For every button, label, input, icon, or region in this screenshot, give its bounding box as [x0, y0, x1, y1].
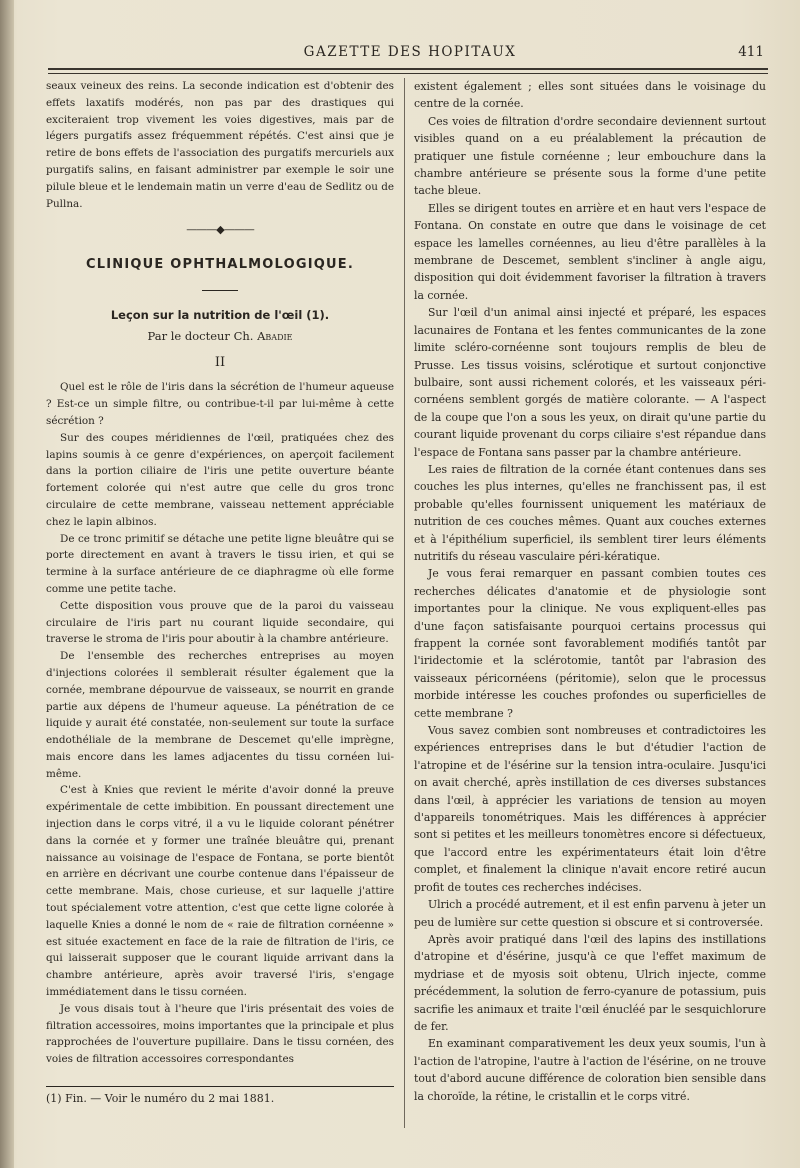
body-paragraph: De l'ensemble des recherches entreprises au moyen d'injections colorées il semblerait résulter également que la cornée, membrane dépourvue de vaisseaux, se nourrit en grande partie aux dépens de l'humeur aqueuse. La pénétration de ce liquide y aurait été constatée, non-seulement sur toute la surface endothéliale de la membrane de Descemet qu'elle imprègne, mais encore dans les lames adjacentes du tissu cornéen lui-même.	[46, 650, 394, 780]
part-numeral: II	[214, 354, 226, 370]
running-title: GAZETTE DES HOPITAUX	[303, 44, 517, 60]
body-paragraph: Après avoir pratiqué dans l'œil des lapins des instillations d'atropine et d'ésérine, jusqu'à ce que l'effet maximum de mydriase et de myosis soit obtenu, Ulrich injecte, comme précédemment, la solution de ferro-cyanure de potassium, puis sacrifie les animaux et traite l'œil énucléé par le sesquichlorure de fer.	[414, 932, 766, 1033]
right-column	[414, 78, 766, 1105]
byline-prefix: Par le docteur Ch.	[147, 328, 254, 343]
body-paragraph: C'est à Knies que revient le mérite d'avoir donné la preuve expérimentale de cette imbibition. En poussant directement une injection dans le corps vitré, il a vu le liquide colorant pénétrer dans la cornée et y former une traînée bleuâtre qui, prenant naissance au voisinage de l'espace de Fontana, se porte bientôt en arrière en décrivant une courbe contenue dans l'épaisseur de cette membrane. Mais, chose curieuse, et sur laquelle j'attire tout spécialement votre attention, c'est que cette ligne colorée à laquelle Knies a donné le nom de « raie de filtration cornéenne » est située exactement en face de la raie de filtration de l'iris, ce qui laisserait supposer que le courant liquide arrivant dans la chambre antérieure, après avoir traversé l'iris, s'engage immédiatement dans le tissu cornéen.	[46, 784, 394, 999]
left-column	[46, 78, 394, 1107]
body-paragraph: existent également ; elles sont situées dans le voisinage du centre de la cornée.	[414, 80, 766, 111]
body-paragraph: Sur l'œil d'un animal ainsi injecté et préparé, les espaces lacunaires de Fontana et les fentes communicantes de la zone limite scléro-cornéenne sont toujours remplis de bleu de Prusse. Les tissus voisins, sclérotique et surtout conjonctive bulbaire, sont aussi richement colorés, et les vaisseaux péri-cornéens semblent gorgés de matière colorante. — A l'aspect de la coupe que l'on a sous les yeux, on dirait qu'une partie du courant liquide provenant du corps ciliaire s'est répandue dans l'espace de Fontana sans passer par la chambre antérieure.	[414, 306, 766, 459]
header-rule	[48, 68, 768, 70]
body-paragraph: Ulrich a procédé autrement, et il est enfin parvenu à jeter un peu de lumière sur cette question si obscure et si controversée.	[414, 898, 766, 929]
page-binding-edge	[0, 0, 14, 1168]
body-paragraph: Vous savez combien sont nombreuses et contradictoires les expériences entreprises dans le but d'étudier l'action de l'atropine et de l'ésérine sur la tension intra-oculaire. Jusqu'ici on avait cherché, après instillation de ces diverses substances dans l'œil, à apprécier les variations de tension au moyen d'appareils tonométriques. Mais les différences à apprécier sont si petites et les meilleurs tonomètres encore si défectueux, que l'accord entre les expérimentateurs était loin d'être complet, et finalement la clinique n'avait encore retiré aucun profit de toutes ces recherches indécises.	[414, 724, 766, 894]
byline-author: Abadie	[257, 328, 293, 343]
section-title-rule	[202, 290, 238, 291]
page-number: 411	[738, 44, 764, 60]
byline	[46, 328, 394, 345]
intro-paragraph: seaux veineux des reins. La seconde indication est d'obtenir des effets laxatifs modérés, non pas par des drastiques qui exciteraient trop vivement les voies digestives, mais par de légers purgatifs assez fréquemment répétés. C'est ainsi que je retire de bons effets de l'association des purgatifs mercuriels aux purgatifs salins, en faisant administrer par exemple le soir une pilule bleue et le lendemain matin un verre d'eau de Sedlitz ou de Pullna.	[46, 80, 394, 210]
body-paragraph: Quel est le rôle de l'iris dans la sécrétion de l'humeur aqueuse ? Est-ce un simple filtre, ou contribue-t-il par lui-même à cette sécrétion ?	[46, 381, 394, 427]
body-paragraph: Sur des coupes méridiennes de l'œil, pratiquées chez des lapins soumis à ce genre d'expériences, on aperçoit facilement dans la portion ciliaire de l'iris une petite ouverture béante fortement colorée qui n'est autre que celle du gros tronc circulaire de cette membrane, vaisseau nettement appréciable chez le lapin albinos.	[46, 431, 394, 528]
body-paragraph: De ce tronc primitif se détache une petite ligne bleuâtre qui se porte directement en avant à travers le tissu irien, et qui se termine à la surface antérieure de ce diaphragme où elle forme comme une petite tache.	[46, 532, 394, 595]
body-paragraph: Les raies de filtration de la cornée étant contenues dans ses couches les plus internes, qu'elles ne franchissent pas, il est probable qu'elles fournissent uniquement les matériaux de nutrition de ces couches mêmes. Quant aux couches externes et à l'épithélium superficiel, ils semblent tirer leurs éléments nutritifs du réseau vasculaire péri-kératique.	[414, 462, 766, 563]
body-paragraph: Elles se dirigent toutes en arrière et en haut vers l'espace de Fontana. On constate en outre que dans le voisinage de cet espace les lamelles cornéennes, au lieu d'être parallèles à la membrane de Descemet, semblent s'incliner à angle aigu, disposition qui doit évidemment favoriser la filtration à travers la cornée.	[414, 201, 766, 302]
header-rule-thin	[48, 73, 768, 74]
footnote: (1) Fin. — Voir le numéro du 2 mai 1881.	[46, 1092, 275, 1106]
body-paragraph: Ces voies de filtration d'ordre secondaire deviennent surtout visibles quand on a eu préalablement la précaution de pratiquer une fistule cornéenne ; leur embouchure dans la chambre antérieure se présente sous la forme d'une petite tache bleue.	[414, 114, 766, 198]
body-paragraph: Cette disposition vous prouve que de la paroi du vaisseau circulaire de l'iris part nu courant liquide secondaire, qui traverse le stroma de l'iris pour aboutir à la chambre antérieure.	[46, 599, 394, 646]
body-paragraph: Je vous ferai remarquer en passant combien toutes ces recherches délicates d'anatomie et de physiologie sont importantes pour la clinique. Ne vous expliquent-elles pas d'une façon satisfaisante pourquoi certains processus qui frappent la cornée sont favorablement modifiés tantôt par l'iridectomie et la sclérotomie, tantôt par l'abrasion des vaisseaux péricornéens (péritomie), selon que le processus morbide intéresse les couches profondes ou superficielles de cette membrane ?	[414, 567, 766, 720]
column-divider	[404, 78, 405, 1128]
section-separator: ———◆———	[186, 223, 254, 237]
lesson-title: Leçon sur la nutrition de l'œil (1).	[110, 307, 330, 322]
footnote-rule	[46, 1086, 394, 1087]
page-header	[50, 42, 770, 66]
section-title: CLINIQUE OPHTHALMOLOGIQUE.	[86, 257, 354, 273]
body-paragraph: Je vous disais tout à l'heure que l'iris présentait des voies de filtration accessoires, moins importantes que la principale et plus rapprochées de l'ouverture pupillaire. Dans le tissu cornéen, des voies de filtration accessoires correspondantes	[46, 1002, 394, 1066]
body-paragraph: En examinant comparativement les deux yeux soumis, l'un à l'action de l'atropine, l'autre à l'action de l'ésérine, on ne trouve tout d'abord aucune différence de coloration bien sensible dans la choroïde, la rétine, le cristallin et le corps vitré.	[414, 1037, 766, 1103]
